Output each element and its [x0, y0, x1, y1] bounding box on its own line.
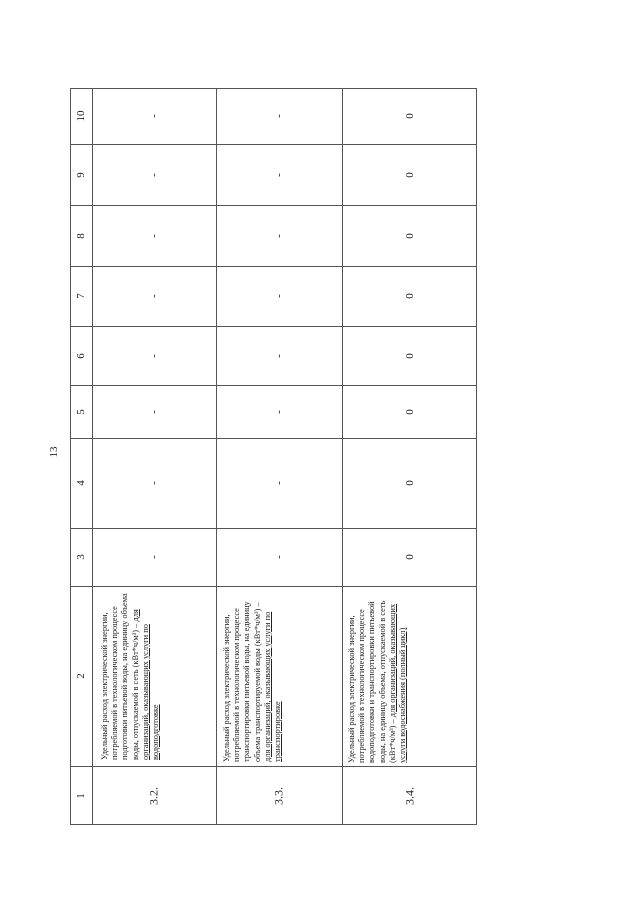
table-cell: -: [148, 114, 160, 118]
column-header-10: 10: [75, 110, 87, 122]
table-cell: 0: [403, 408, 416, 415]
table-cell: -: [148, 353, 160, 358]
column-header-6: 6: [75, 352, 87, 359]
table-cell: 0: [403, 232, 416, 239]
column-header-4: 4: [75, 480, 87, 486]
column-header-7: 7: [75, 293, 87, 299]
row-description-3-2: Удельный расход электрической энергии, потребляемой в технологическом процессе подготовки питьевой воды, на единицу объема воды, отпускаемой в сеть (кВт*ч/м³) – для организаций, оказывающих услуги по водоподготовке: [100, 593, 161, 760]
table-cell: -: [148, 409, 160, 414]
column-header-8: 8: [75, 232, 87, 239]
column-header-5: 5: [75, 408, 87, 415]
table-cell: -: [148, 555, 160, 559]
table-cell: -: [148, 481, 160, 485]
table-cell: -: [148, 172, 160, 177]
table-cell: -: [148, 233, 160, 238]
column-header-1: 1: [75, 792, 87, 799]
table-cell: 0: [403, 113, 416, 119]
row-number-3-3: 3.3.: [271, 786, 286, 805]
table-cell: -: [148, 294, 160, 298]
table-cell: -: [273, 172, 285, 177]
row-description-3-3: Удельный расход электрической энергии, потребляемой в технологическом процессе транспортировки питьевой воды, на единицу объема транспортируемой воды (кВт*ч/м³) – для организаций, оказывающих услуги по транспортировке: [222, 601, 283, 762]
table-cell: 0: [403, 171, 416, 178]
column-header-2: 2: [75, 673, 87, 679]
table-cell: -: [273, 555, 285, 559]
row-description-3-4: Удельный расход электрической энергии, потребляемой в технологическом процессе водоподготовки и транспортировки питьевой воды, на единицу объема, отпускаемой в сеть (кВт*ч/м³) – для организаций, оказывающих услуги водоснабжения (полный цикл): [347, 600, 408, 763]
table-cell: 0: [403, 554, 416, 560]
column-header-3: 3: [75, 554, 87, 560]
table-cell: -: [273, 353, 285, 358]
table-cell: -: [273, 114, 285, 118]
table-cell: 0: [403, 480, 416, 486]
table-cell: -: [273, 409, 285, 414]
table-cell: -: [273, 233, 285, 238]
table-cell: -: [273, 294, 285, 298]
table-cell: -: [273, 481, 285, 485]
table-cell: 0: [403, 293, 416, 299]
data-table: [70, 88, 477, 825]
row-number-3-2: 3.2.: [146, 786, 161, 805]
page-number: 13: [48, 446, 60, 458]
column-header-9: 9: [75, 171, 87, 178]
row-number-3-4: 3.4.: [402, 786, 416, 805]
table-cell: 0: [403, 352, 416, 359]
